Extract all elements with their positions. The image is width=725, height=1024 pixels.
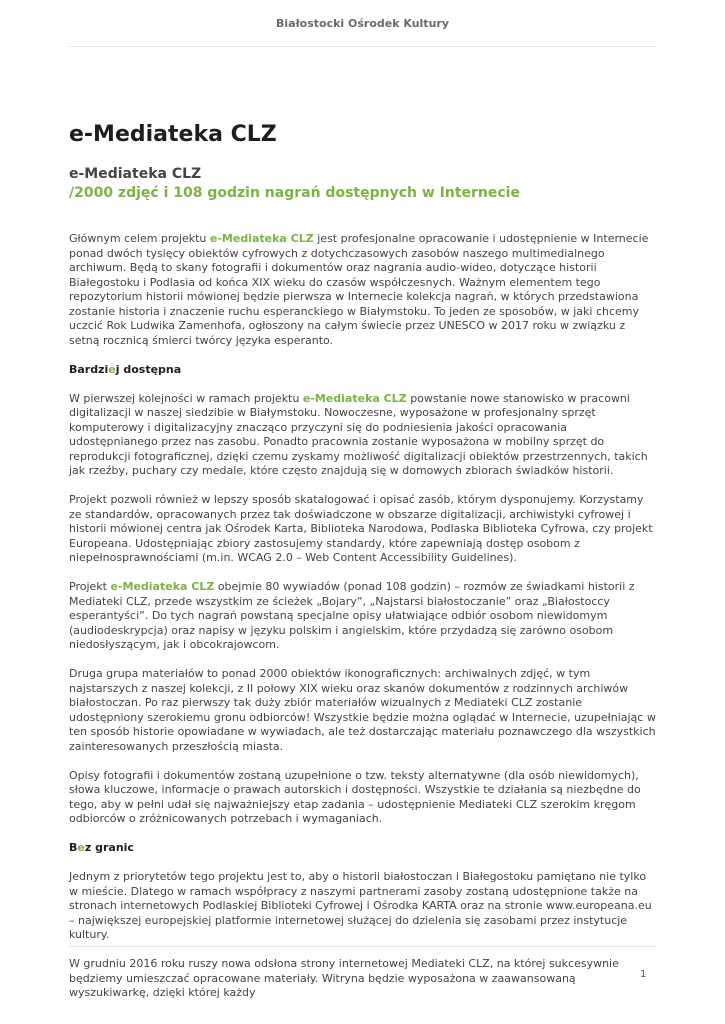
section-heading-part: j dostępna [115, 362, 182, 376]
footer-divider [69, 946, 656, 947]
paragraph-intro [69, 232, 656, 348]
paragraph-intro-before: Głównym celem projektu [69, 232, 210, 245]
paragraph-digitization-before: W pierwszej kolejności w ramach projektu [69, 391, 303, 405]
section-heading-part: z granic [84, 841, 134, 854]
section-heading-accessible [69, 363, 656, 378]
paragraph-partners: Jednym z priorytetów tego projektu jest to, aby o historii białostoczan i Białegostoku pamiętano nie tylko w mieście. Dlatego w ramach współpracy z naszymi partnerami zasoby zostaną udostępnione także na stronach internetowych Podlaskiej Biblioteki Cyfrowej i Ośrodka KARTA oraz na stronie www.europeana.eu – największej europejskiej platformie internetowej służącej do dzielenia się zasobami przez instytucje kultury. [69, 870, 652, 941]
page-number: 1 [640, 969, 647, 980]
project-name-highlight: e-Mediateka CLZ [110, 580, 215, 593]
subtitle: e-Mediateka CLZ [69, 166, 202, 182]
paragraph-intro-after: jest profesjonalne opracowanie i udostępnienie w Internecie ponad dwóch tysięcy obiektów cyfrowych z dotychczasowych zasobów naszego multimedialnego archiwum. Będą to skany fotografii i dokumentów oraz nagrania audio-wideo, dotyczące historii Białegostoku i Podlasia od końca XIX wieku do czasów współczesnych. Ważnym elementem tego repozytorium historii mówionej będzie pierwsza w Internecie kolekcja nagrań, w których przedstawiona zostanie historia i znaczenie ruchu esperanckiego w Białymstoku. To jeden ze sposobów, w jaki chcemy uczcić Rok Ludwika Zamenhofa, ogłoszony na całym świecie przez UNESCO w 2017 roku w związku z setną rocznicą śmierci twórcy języka esperanto. [69, 232, 649, 347]
paragraph-standards: Projekt pozwoli również w lepszy sposób skatalogować i opisać zasób, którym dysponujemy. Korzystamy ze standardów, opracowanych przez tak doświadczone w obszarze digitalizacji, archiwistyki cyfrowej i historii mówionej centra jak Ośrodek Karta, Biblioteka Narodowa, Podlaska Biblioteka Cyfrowa, czy projekt Europeana. Udostępniając zbiory zastosujemy standardy, które zapewniają dostęp osobom z niepełnosprawnościami (m.in. WCAG 2.0 – Web Content Accessibility Guidelines). [69, 493, 653, 564]
paragraph-interviews-before: Projekt [69, 580, 111, 593]
tagline: /2000 zdjęć i 108 godzin nagrań dostępnych w Internecie [69, 185, 520, 201]
project-name-highlight: e-Mediateka CLZ [302, 391, 407, 405]
paragraph-descriptions: Opisy fotografii i dokumentów zostaną uzupełnione o tzw. teksty alternatywne (dla osób niewidomych), słowa kluczowe, informacje o prawach autorskich i dostępności. Wszystkie te działania są niezbędne do tego, aby w pełni udał się najważniejszy etap zadania – udostępnienie Mediateki CLZ szerokim kręgom odbiorców o zróżnicowanych potrzebach i wymaganiach. [69, 768, 641, 825]
header-divider [69, 46, 656, 47]
section-heading-accent: e [77, 841, 85, 854]
section-heading-accent: e [108, 362, 116, 376]
paragraph-interviews [69, 580, 656, 653]
paragraph-website: W grudniu 2016 roku ruszy nowa odsłona strony internetowej Mediateki CLZ, na której sukcesywnie będziemy umieszczać opracowane materiały. Witryna będzie wyposażona w zaawansowaną wyszukiwarkę, dzięki której każdy [69, 957, 619, 999]
paragraph-digitization [69, 392, 656, 479]
section-heading-part: Bardzi [69, 362, 109, 376]
document-body [69, 120, 656, 1001]
page-title: e-Mediateka CLZ [69, 122, 277, 147]
section-heading-part: B [69, 841, 78, 854]
paragraph-digitization-after: powstanie nowe stanowisko w pracowni digitalizacji w naszej siedzibie w Białymstoku. Nowoczesne, wyposażone w profesjonalny sprzęt komputerowy i digitalizacyjny znacząco przyczyni się do podniesienia jakości opracowania udostępnianego przez nas zasobu. Ponadto pracownia zostanie wyposażona w mobilny sprzęt do reprodukcji fotograficznej, dzięki czemu zyskamy możliwość digitalizacji obiektów przestrzennych, takich jak rzeźby, puchary czy medale, które często znajdują się w domowych zbiorach świadków historii. [69, 391, 648, 477]
section-heading-borderless [69, 841, 656, 856]
project-name-highlight: e-Mediateka CLZ [209, 232, 314, 245]
paragraph-iconography: Druga grupa materiałów to ponad 2000 obiektów ikonograficznych: archiwalnych zdjęć, w tym najstarszych z naszej kolekcji, z II połowy XIX wieku oraz skanów dokumentów z rodzinnych archiwów białostoczan. Po raz pierwszy tak duży zbiór materiałów wizualnych z Mediateki CLZ zostanie udostępniony szerokiemu gronu odbiorców! Wszystkie będzie można oglądać w Internecie, uzupełniając w ten sposób historie opowiadane w wywiadach, ale też dostarczając materiału poznawczego dla wszystkich zainteresowanych przeszłością miasta. [69, 667, 656, 753]
document-header: Białostocki Ośrodek Kultury [276, 17, 449, 30]
paragraph-interviews-after: obejmie 80 wywiadów (ponad 108 godzin) – rozmów ze świadkami historii z Mediateki CLZ, przede wszystkim ze ścieżek „Bojary”, „Najstarsi białostoczanie” oraz „Białostoccy esperantyści”. Do tych nagrań powstaną specjalne opisy ułatwiające odbiór osobom niewidomym (audiodeskrypcja) oraz napisy w języku polskim i angielskim, które przydadzą się zarówno osobom niedosłyszącym, jak i obcokrajowcom. [69, 580, 635, 651]
